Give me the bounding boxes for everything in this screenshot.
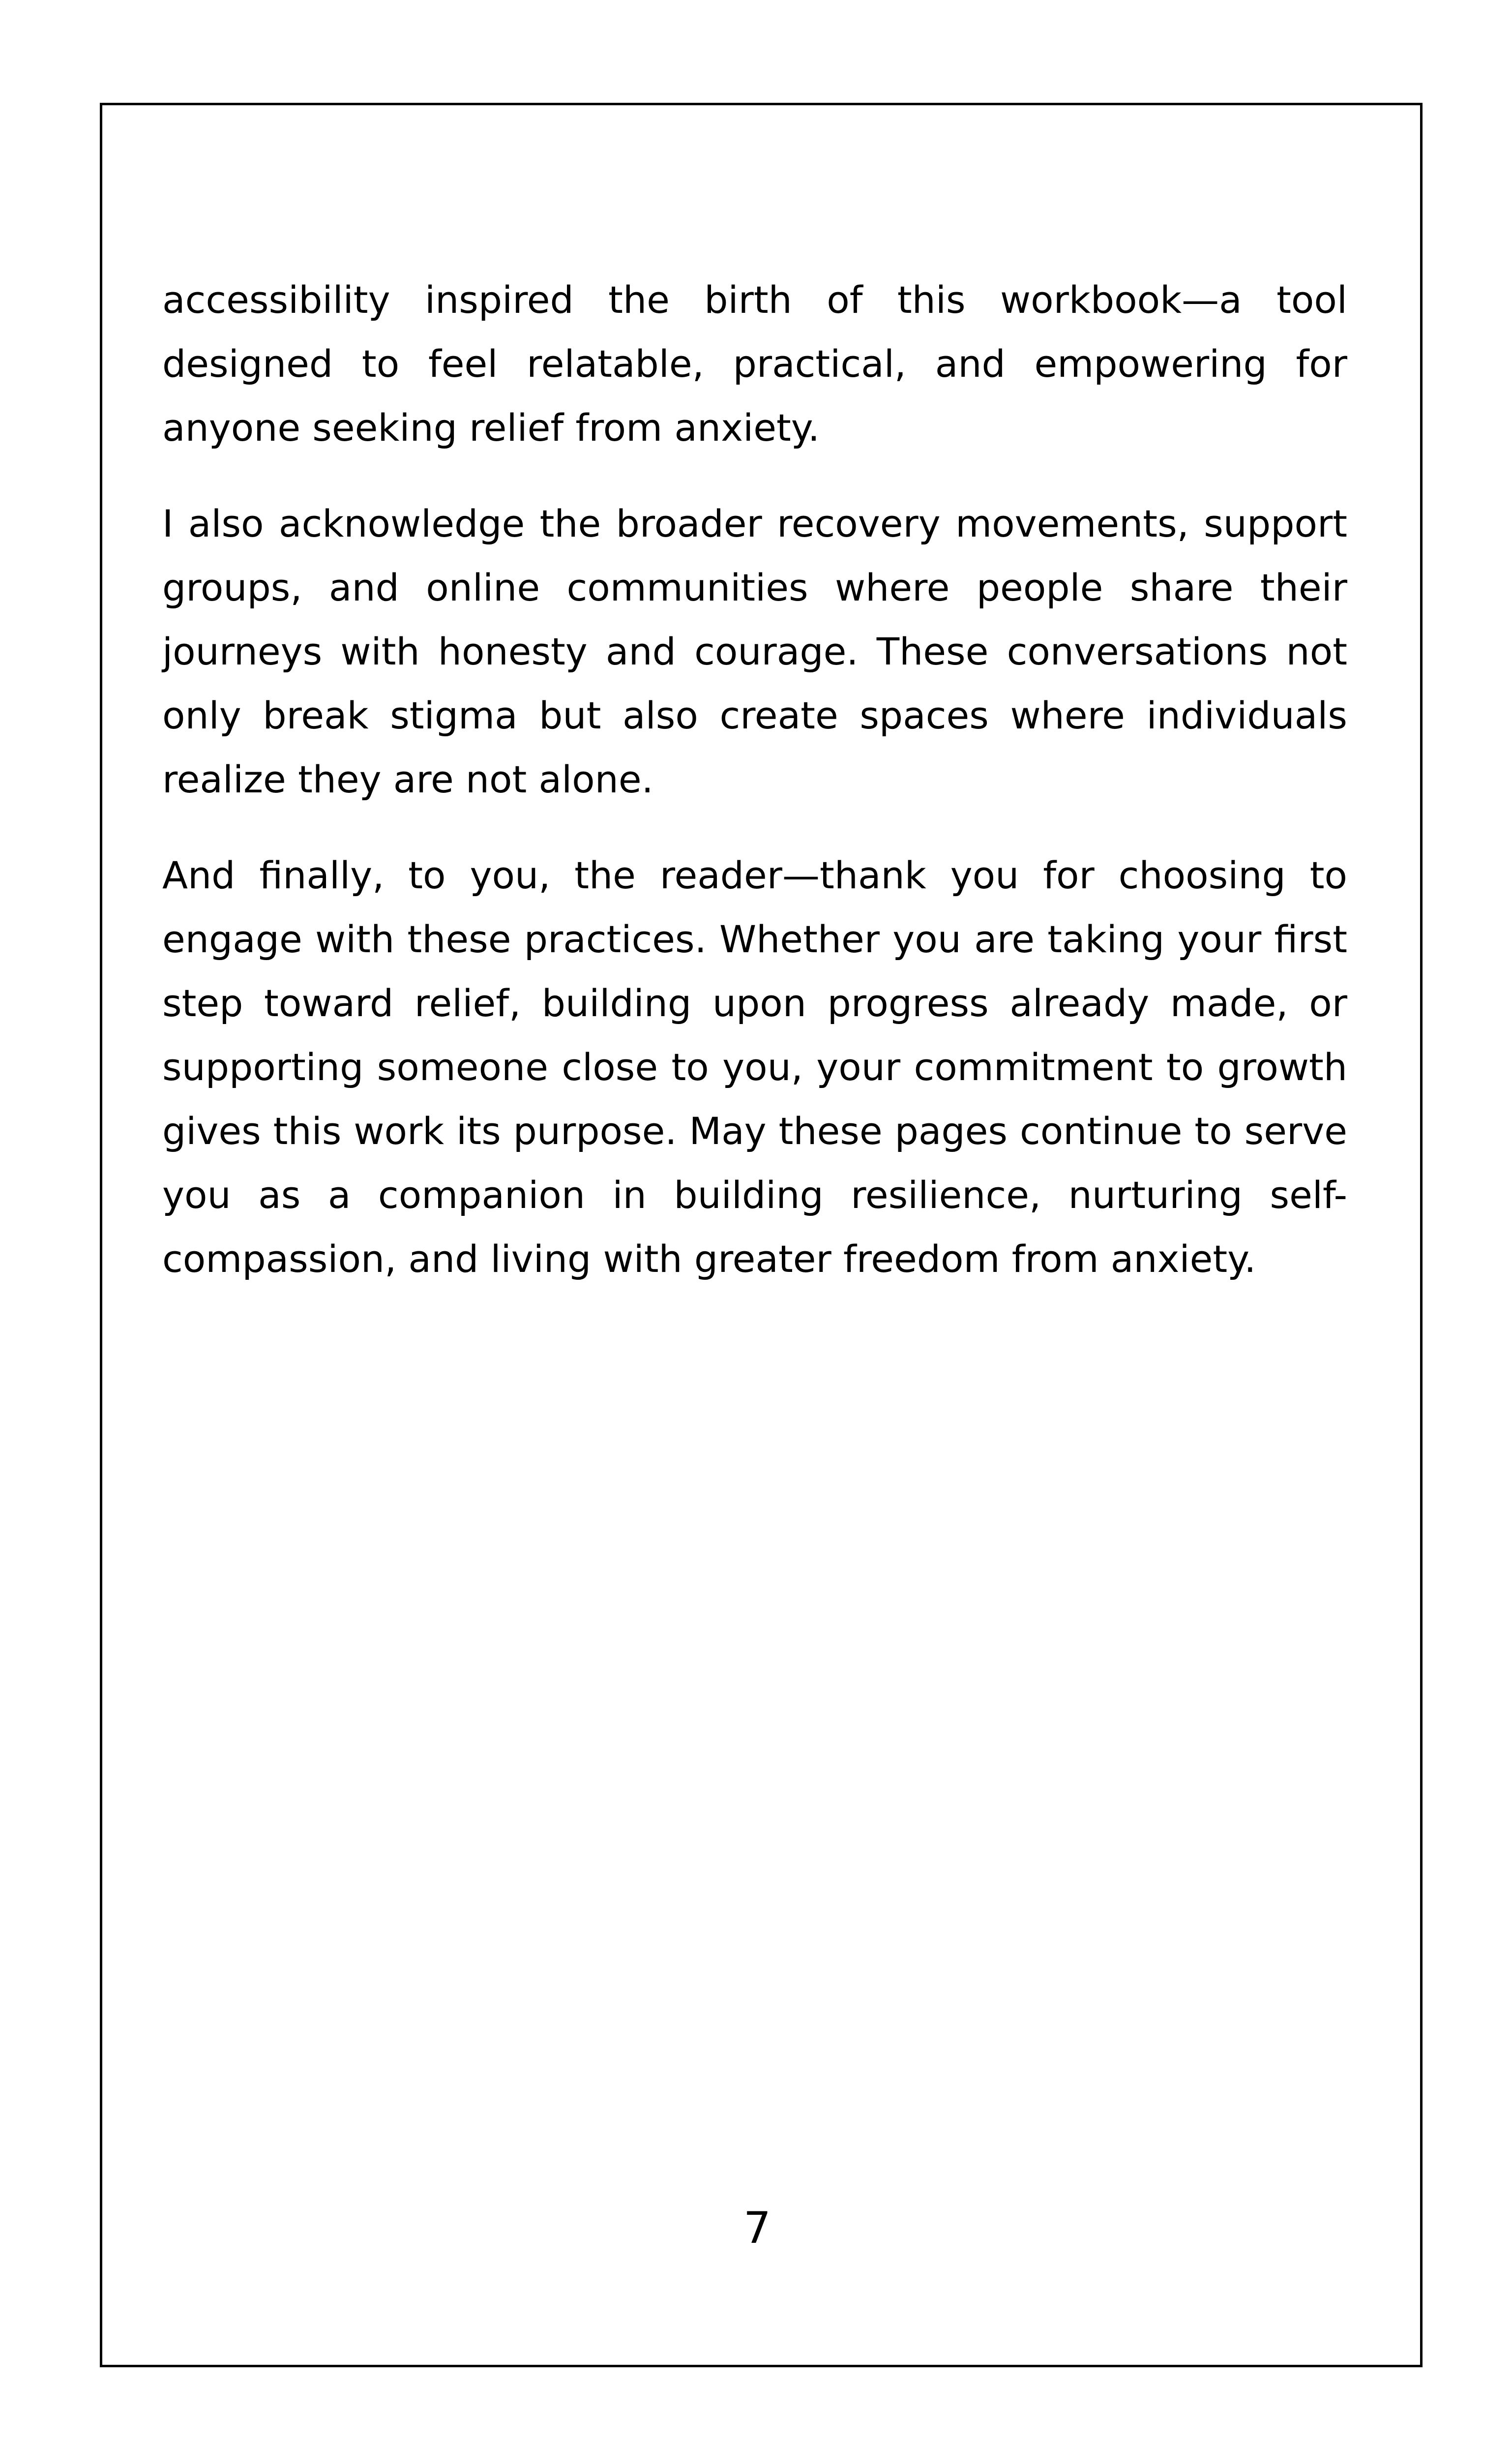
paragraph-accessibility: accessibility inspired the birth of this workbook—a tool designed to feel relatable, practical, and empowering for anyone seeking relief from anxiety. (162, 278, 1347, 450)
page-number: 7 (743, 2202, 771, 2253)
paragraph-reader-thanks: And finally, to you, the reader—thank you for choosing to engage with these practices. Whether you are taking your first step toward relief, building upon progress already made, or supporting someone close to you, your commitment to growth gives this work its purpose. May these pages continue to serve you as a companion in building resilience, nurturing self-compassion, and living with greater freedom from anxiety. (162, 853, 1347, 1281)
body-text (162, 268, 1347, 1323)
paragraph-acknowledgement: I also acknowledge the broader recovery movements, support groups, and online communities where people share their journeys with honesty and courage. These conversations not only break stigma but also create spaces where individuals realize they are not alone. (162, 502, 1347, 801)
